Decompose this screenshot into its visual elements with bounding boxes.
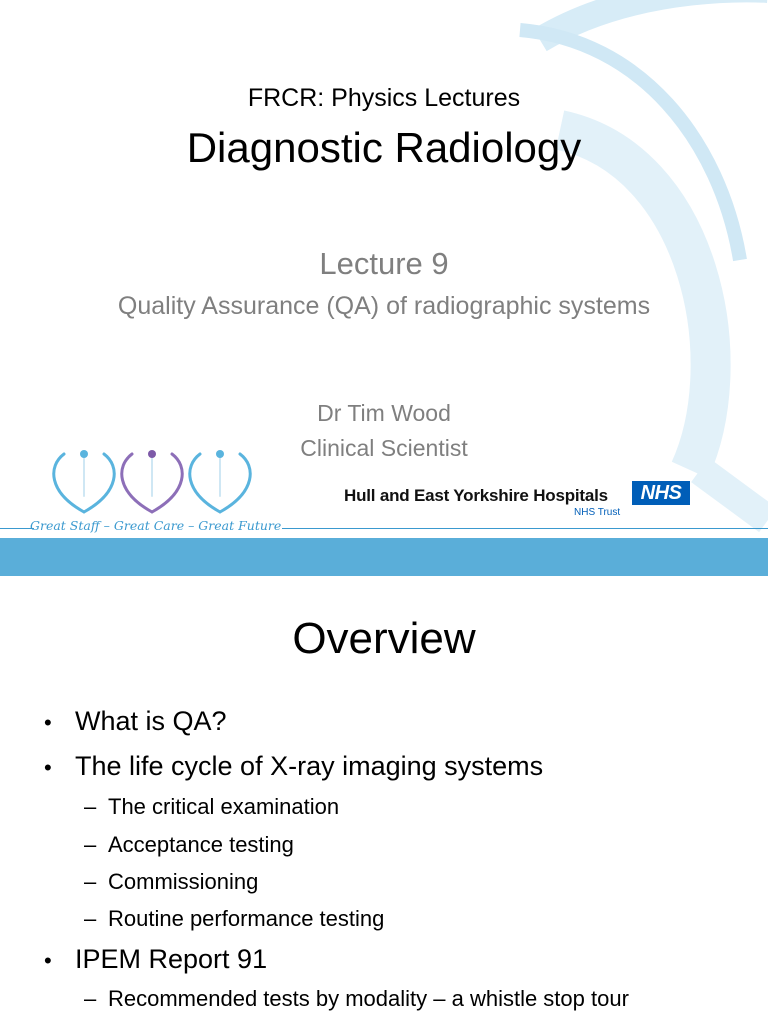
bullet-text: What is QA?: [75, 706, 227, 736]
motto-rule-right: [282, 528, 768, 529]
subject-title: Diagnostic Radiology: [186, 124, 582, 171]
dash-icon: –: [84, 832, 97, 857]
lecture-topic: Quality Assurance (QA) of radiographic systems: [117, 292, 651, 320]
sub-bullet-item: [84, 869, 258, 895]
sub-bullet-text: Acceptance testing: [108, 832, 294, 857]
footer-band: [0, 538, 768, 576]
organisation-name: Hull and East Yorkshire Hospitals: [344, 486, 608, 505]
bullet-text: The life cycle of X-ray imaging systems: [75, 751, 544, 781]
presenter-name: Dr Tim Wood: [317, 400, 451, 426]
bullet-item: [44, 706, 227, 737]
sub-bullet-text: The critical examination: [108, 794, 340, 819]
nhs-logo: NHS: [632, 481, 690, 505]
dash-icon: –: [84, 794, 97, 819]
sub-bullet-item: [84, 906, 384, 932]
sub-bullet-text: Recommended tests by modality – a whistle stop tour: [108, 986, 629, 1011]
overview-slide: [0, 576, 768, 1024]
sub-bullet-text: Routine performance testing: [108, 906, 385, 931]
course-title: FRCR: Physics Lectures: [247, 84, 521, 112]
bullet-icon: •: [44, 755, 52, 780]
lecture-number: Lecture 9: [319, 246, 449, 281]
sub-bullet-item: [84, 832, 294, 858]
presenter-role: Clinical Scientist: [300, 435, 468, 461]
bullet-item: [44, 944, 267, 975]
motto-text: Great Staff – Great Care – Great Future: [30, 518, 282, 533]
bullet-icon: •: [44, 710, 52, 735]
sub-bullet-item: [84, 986, 629, 1012]
bullet-text: IPEM Report 91: [75, 944, 268, 974]
bullet-item: [44, 751, 543, 782]
nhs-trust-label: NHS Trust: [574, 507, 621, 518]
sub-bullet-text: Commissioning: [108, 869, 259, 894]
slide-title: Overview: [292, 614, 476, 663]
dash-icon: –: [84, 906, 97, 931]
motto-rule-left: [0, 528, 34, 529]
bullet-icon: •: [44, 948, 52, 973]
hearts-figures-logo: [44, 446, 256, 516]
sub-bullet-item: [84, 794, 339, 820]
dash-icon: –: [84, 869, 97, 894]
dash-icon: –: [84, 986, 97, 1011]
